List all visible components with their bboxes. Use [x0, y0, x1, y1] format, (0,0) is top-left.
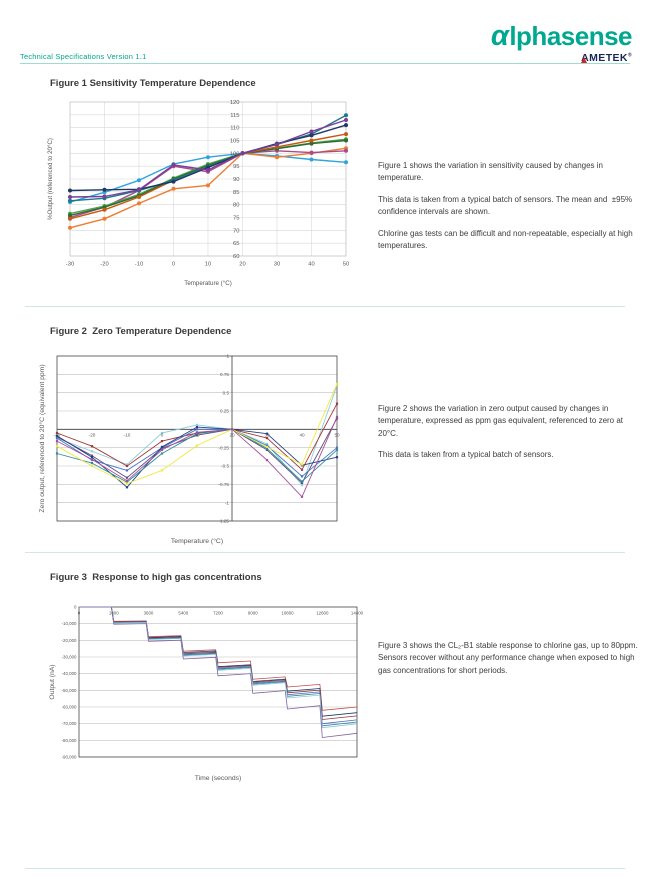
- ametek-wordmark: AMETEK: [581, 52, 628, 64]
- figure2-para-2: This data is taken from a typical batch of sensors.: [378, 450, 554, 460]
- svg-text:110: 110: [230, 125, 240, 132]
- svg-text:40: 40: [308, 261, 315, 268]
- svg-text:20: 20: [239, 261, 246, 268]
- svg-text:10: 10: [194, 432, 200, 438]
- registered-mark: ®: [627, 52, 632, 59]
- svg-text:70: 70: [233, 228, 240, 235]
- figure1-para-2: This data is taken from a typical batch of sensors. The mean and ±95% confidence intervals are shown.: [378, 194, 635, 217]
- svg-text:0.5: 0.5: [222, 390, 229, 396]
- svg-text:85: 85: [233, 189, 240, 196]
- svg-text:-70,000: -70,000: [61, 721, 77, 727]
- svg-text:-10: -10: [134, 261, 144, 268]
- svg-text:Temperature (°C): Temperature (°C): [170, 538, 224, 545]
- svg-text:95: 95: [233, 164, 240, 171]
- svg-text:3600: 3600: [143, 610, 154, 616]
- svg-text:115: 115: [230, 112, 240, 119]
- alpha-glyph: α: [490, 20, 509, 52]
- svg-text:-80,000: -80,000: [61, 737, 77, 743]
- svg-text:9000: 9000: [247, 610, 258, 616]
- svg-text:Temperature (°C): Temperature (°C): [184, 280, 232, 287]
- svg-text:30: 30: [273, 261, 281, 268]
- figure1-para-1: Figure 1 shows the variation in sensitivity caused by changes in temperature.: [378, 161, 606, 183]
- figure1-chart: [42, 96, 352, 288]
- svg-text:Zero output, referenced to 20°: Zero output, referenced to 20°C (equivalent ppm): [39, 364, 46, 513]
- svg-text:0: 0: [171, 261, 176, 268]
- figure3-title: Figure 3 Response to high gas concentrations: [50, 572, 262, 583]
- figure2-para-1: Figure 2 shows the variation in zero output caused by changes in temperature, expressed as ppm gas equivalent, referenced to zero at 20°C.: [378, 404, 626, 438]
- svg-text:10: 10: [204, 261, 212, 268]
- svg-text:-10,000: -10,000: [61, 621, 77, 627]
- svg-text:90: 90: [233, 177, 240, 183]
- svg-text:-20: -20: [100, 261, 109, 268]
- svg-text:50: 50: [334, 432, 340, 438]
- svg-text:0: 0: [74, 604, 77, 610]
- svg-text:1: 1: [226, 353, 229, 359]
- svg-text:20: 20: [229, 432, 235, 438]
- svg-text:-1: -1: [224, 500, 229, 506]
- svg-text:-30: -30: [53, 432, 61, 438]
- svg-text:-1.25: -1.25: [218, 518, 229, 524]
- section-divider-2: [25, 552, 625, 553]
- svg-text:14400: 14400: [350, 610, 364, 616]
- figure2-title: Figure 2 Zero Temperature Dependence: [50, 326, 232, 337]
- svg-text:-30: -30: [65, 261, 75, 268]
- figure2-chart: [34, 346, 346, 546]
- svg-text:100: 100: [229, 151, 240, 158]
- svg-text:-0.75: -0.75: [218, 481, 229, 487]
- svg-text:-50,000: -50,000: [61, 687, 77, 693]
- svg-text:-30,000: -30,000: [61, 654, 77, 660]
- svg-text:50: 50: [342, 261, 350, 268]
- figure3-description: [378, 640, 643, 686]
- alphasense-logo: [491, 22, 632, 51]
- svg-text:120: 120: [229, 100, 240, 106]
- svg-text:0.75: 0.75: [220, 371, 229, 377]
- figure1-title: Figure 1 Sensitivity Temperature Dependence: [50, 78, 256, 89]
- svg-text:-40,000: -40,000: [61, 671, 77, 677]
- svg-text:1800: 1800: [108, 610, 119, 616]
- svg-text:65: 65: [233, 241, 240, 248]
- svg-text:-90,000: -90,000: [61, 754, 77, 760]
- figure3-para-1: Figure 3 shows the CL₂-B1 stable response to chlorine gas, up to 80ppm. Sensors recover without any performance change when exposed to high gas concentrations for short periods.: [378, 641, 643, 675]
- svg-text:30: 30: [264, 432, 270, 438]
- svg-text:0: 0: [77, 610, 81, 616]
- footer-rule: [25, 868, 625, 869]
- svg-text:Time (seconds): Time (seconds): [194, 775, 242, 782]
- svg-text:40: 40: [299, 432, 305, 438]
- figure2-description: [378, 403, 640, 471]
- header-rule: [20, 63, 630, 64]
- figure3-chart: [44, 598, 364, 783]
- svg-text:80: 80: [233, 202, 240, 209]
- svg-text:-20: -20: [88, 432, 96, 438]
- svg-text:%Output (referenced to 20°C): %Output (referenced to 20°C): [47, 138, 54, 220]
- svg-text:-0.5: -0.5: [221, 463, 229, 469]
- svg-text:7200: 7200: [213, 610, 223, 616]
- svg-text:-10: -10: [123, 432, 131, 438]
- section-divider-1: [25, 306, 625, 307]
- svg-text:12600: 12600: [316, 610, 329, 616]
- svg-text:0.25: 0.25: [220, 408, 229, 414]
- doc-version-label: Technical Specifications Version 1.1: [20, 52, 147, 61]
- svg-text:105: 105: [229, 138, 240, 145]
- svg-text:75: 75: [233, 215, 240, 222]
- svg-text:5400: 5400: [178, 610, 189, 616]
- svg-text:0: 0: [160, 432, 164, 438]
- svg-text:-20,000: -20,000: [61, 637, 77, 643]
- figure1-para-3: Chlorine gas tests can be difficult and non-repeatable, especially at high temperatures.: [378, 228, 635, 250]
- svg-text:60: 60: [233, 254, 240, 260]
- logo-text: lphasense: [509, 21, 632, 51]
- figure1-description: [378, 160, 640, 261]
- svg-text:-60,000: -60,000: [61, 704, 77, 710]
- svg-text:-0.25: -0.25: [218, 445, 229, 451]
- svg-text:10800: 10800: [281, 610, 294, 616]
- svg-text:Output (nA): Output (nA): [49, 664, 56, 700]
